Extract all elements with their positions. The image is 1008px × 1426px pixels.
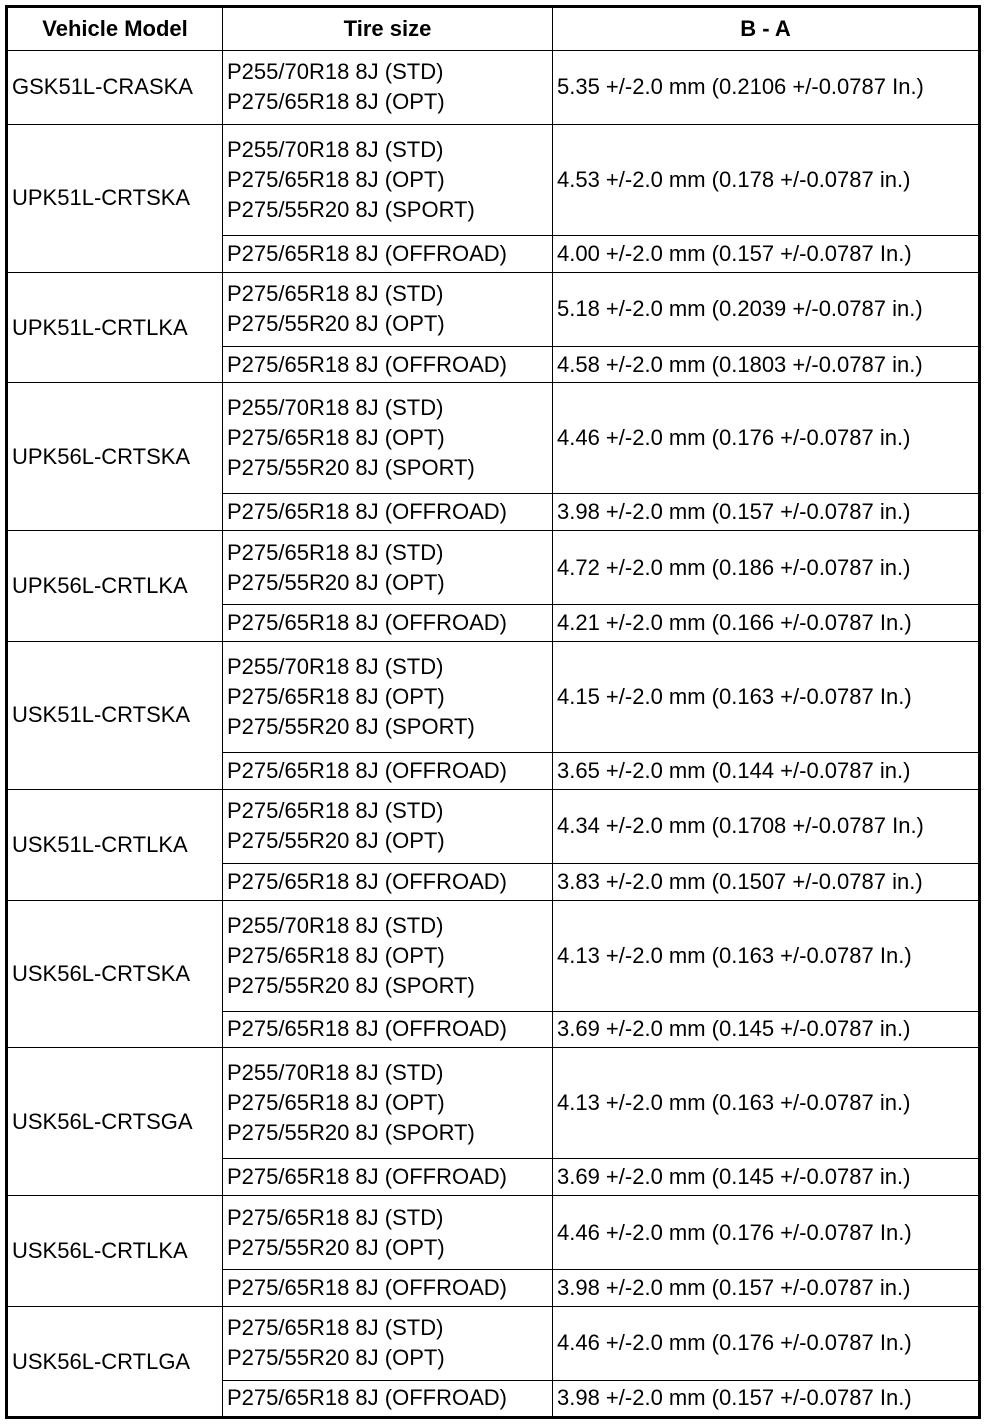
tire-size-cell [223,235,553,272]
tire-size-line: P275/65R18 8J (OFFROAD) [227,1016,507,1042]
b-minus-a-value-cell: 3.98 +/-2.0 mm (0.157 +/-0.0787 in.) [553,1270,980,1307]
b-minus-a-value-cell: 4.46 +/-2.0 mm (0.176 +/-0.0787 In.) [553,1196,980,1270]
b-minus-a-value-cell: 5.35 +/-2.0 mm (0.2106 +/-0.0787 In.) [553,51,980,125]
tire-spec-table [5,5,981,1419]
tire-size-line: P275/65R18 8J (STD) [227,539,444,565]
tire-size-cell [223,900,553,1011]
table-row [7,124,980,235]
tire-size-line: P275/65R18 8J (OFFROAD) [227,499,507,525]
tire-size-line: P275/65R18 8J (OFFROAD) [227,351,507,377]
tire-size-line: P275/65R18 8J (OFFROAD) [227,868,507,894]
tire-size-cell [223,1307,553,1381]
tire-size-cell [223,346,553,383]
tire-size-line: P275/65R18 8J (OPT) [227,425,445,451]
b-minus-a-value-cell: 4.46 +/-2.0 mm (0.176 +/-0.0787 in.) [553,383,980,494]
b-minus-a-value-cell: 4.58 +/-2.0 mm (0.1803 +/-0.0787 in.) [553,346,980,383]
header-b-minus-a: B - A [553,7,980,51]
b-minus-a-value-cell: 4.46 +/-2.0 mm (0.176 +/-0.0787 In.) [553,1307,980,1381]
table-row [7,900,980,1011]
tire-size-cell [223,1270,553,1307]
tire-size-line: P255/70R18 8J (STD) [227,136,444,162]
b-minus-a-value-cell: 4.21 +/-2.0 mm (0.166 +/-0.0787 In.) [553,605,980,642]
tire-size-line: P275/65R18 8J (OFFROAD) [227,240,507,266]
tire-size-line: P275/65R18 8J (OFFROAD) [227,1164,507,1190]
vehicle-model-cell: USK51L-CRTLKA [7,789,223,900]
tire-size-cell [223,789,553,863]
b-minus-a-value-cell: 4.72 +/-2.0 mm (0.186 +/-0.0787 in.) [553,531,980,605]
table-row [7,1048,980,1159]
b-minus-a-value-cell: 3.69 +/-2.0 mm (0.145 +/-0.0787 in.) [553,1011,980,1048]
tire-size-line: P275/55R20 8J (OPT) [227,1234,445,1260]
tire-size-line: P275/55R20 8J (OPT) [227,311,445,337]
table-row [7,383,980,494]
tire-size-cell [223,642,553,753]
tire-size-cell [223,752,553,789]
header-vehicle-model: Vehicle Model [7,7,223,51]
vehicle-model-cell: UPK51L-CRTSKA [7,124,223,272]
table-row [7,789,980,863]
tire-size-cell [223,1196,553,1270]
tire-size-line: P275/65R18 8J (OFFROAD) [227,610,507,636]
b-minus-a-value-cell: 4.34 +/-2.0 mm (0.1708 +/-0.0787 In.) [553,789,980,863]
tire-size-line: P275/55R20 8J (OPT) [227,1345,445,1371]
b-minus-a-value-cell: 4.15 +/-2.0 mm (0.163 +/-0.0787 In.) [553,642,980,753]
table-row [7,1307,980,1381]
tire-size-line: P275/65R18 8J (STD) [227,1315,444,1341]
tire-size-line: P275/55R20 8J (OPT) [227,828,445,854]
tire-size-cell [223,1380,553,1417]
tire-size-cell [223,605,553,642]
b-minus-a-value-cell: 4.13 +/-2.0 mm (0.163 +/-0.0787 in.) [553,1048,980,1159]
tire-size-line: P275/65R18 8J (OFFROAD) [227,757,507,783]
tire-size-line: P275/65R18 8J (OFFROAD) [227,1275,507,1301]
tire-size-line: P275/55R20 8J (OPT) [227,569,445,595]
tire-size-line: P275/65R18 8J (OPT) [227,166,445,192]
tire-size-line: P275/55R20 8J (SPORT) [227,196,475,222]
tire-size-line: P275/55R20 8J (SPORT) [227,1120,475,1146]
table-row [7,642,980,753]
tire-size-line: P275/65R18 8J (OPT) [227,89,445,115]
table-row [7,1196,980,1270]
vehicle-model-cell: GSK51L-CRASKA [7,51,223,125]
b-minus-a-value-cell: 3.69 +/-2.0 mm (0.145 +/-0.0787 in.) [553,1159,980,1196]
b-minus-a-value-cell: 4.53 +/-2.0 mm (0.178 +/-0.0787 in.) [553,124,980,235]
b-minus-a-value-cell: 5.18 +/-2.0 mm (0.2039 +/-0.0787 in.) [553,272,980,346]
tire-size-cell [223,863,553,900]
tire-size-cell [223,1159,553,1196]
tire-size-cell [223,272,553,346]
vehicle-model-cell: USK51L-CRTSKA [7,642,223,790]
vehicle-model-cell: UPK56L-CRTSKA [7,383,223,531]
table-row [7,272,980,346]
tire-size-line: P275/65R18 8J (OPT) [227,1090,445,1116]
tire-size-line: P255/70R18 8J (STD) [227,395,444,421]
table-body [7,51,980,1418]
tire-size-line: P275/65R18 8J (OPT) [227,942,445,968]
b-minus-a-value-cell: 3.65 +/-2.0 mm (0.144 +/-0.0787 in.) [553,752,980,789]
table-row [7,531,980,605]
tire-size-line: P255/70R18 8J (STD) [227,59,444,85]
tire-size-line: P255/70R18 8J (STD) [227,653,444,679]
tire-size-line: P255/70R18 8J (STD) [227,1060,444,1086]
tire-size-line: P275/65R18 8J (STD) [227,1204,444,1230]
table-row [7,51,980,125]
tire-size-line: P275/65R18 8J (OPT) [227,683,445,709]
vehicle-model-cell: UPK56L-CRTLKA [7,531,223,642]
vehicle-model-cell: USK56L-CRTSKA [7,900,223,1048]
b-minus-a-value-cell: 4.00 +/-2.0 mm (0.157 +/-0.0787 In.) [553,235,980,272]
b-minus-a-value-cell: 3.98 +/-2.0 mm (0.157 +/-0.0787 in.) [553,494,980,531]
tire-size-line: P275/65R18 8J (OFFROAD) [227,1385,507,1411]
tire-size-line: P275/55R20 8J (SPORT) [227,455,475,481]
tire-size-cell [223,1011,553,1048]
b-minus-a-value-cell: 3.83 +/-2.0 mm (0.1507 +/-0.0787 in.) [553,863,980,900]
tire-size-cell [223,51,553,125]
b-minus-a-value-cell: 3.98 +/-2.0 mm (0.157 +/-0.0787 In.) [553,1380,980,1417]
vehicle-model-cell: USK56L-CRTLGA [7,1307,223,1418]
tire-size-line: P275/55R20 8J (SPORT) [227,713,475,739]
header-tire-size: Tire size [223,7,553,51]
tire-size-cell [223,494,553,531]
tire-size-line: P255/70R18 8J (STD) [227,912,444,938]
tire-size-line: P275/65R18 8J (STD) [227,281,444,307]
vehicle-model-cell: UPK51L-CRTLKA [7,272,223,383]
vehicle-model-cell: USK56L-CRTSGA [7,1048,223,1196]
tire-size-cell [223,1048,553,1159]
vehicle-model-cell: USK56L-CRTLKA [7,1196,223,1307]
tire-size-cell [223,531,553,605]
b-minus-a-value-cell: 4.13 +/-2.0 mm (0.163 +/-0.0787 In.) [553,900,980,1011]
header-row [7,7,980,51]
tire-size-cell [223,124,553,235]
tire-size-cell [223,383,553,494]
tire-size-line: P275/55R20 8J (SPORT) [227,972,475,998]
tire-size-line: P275/65R18 8J (STD) [227,798,444,824]
